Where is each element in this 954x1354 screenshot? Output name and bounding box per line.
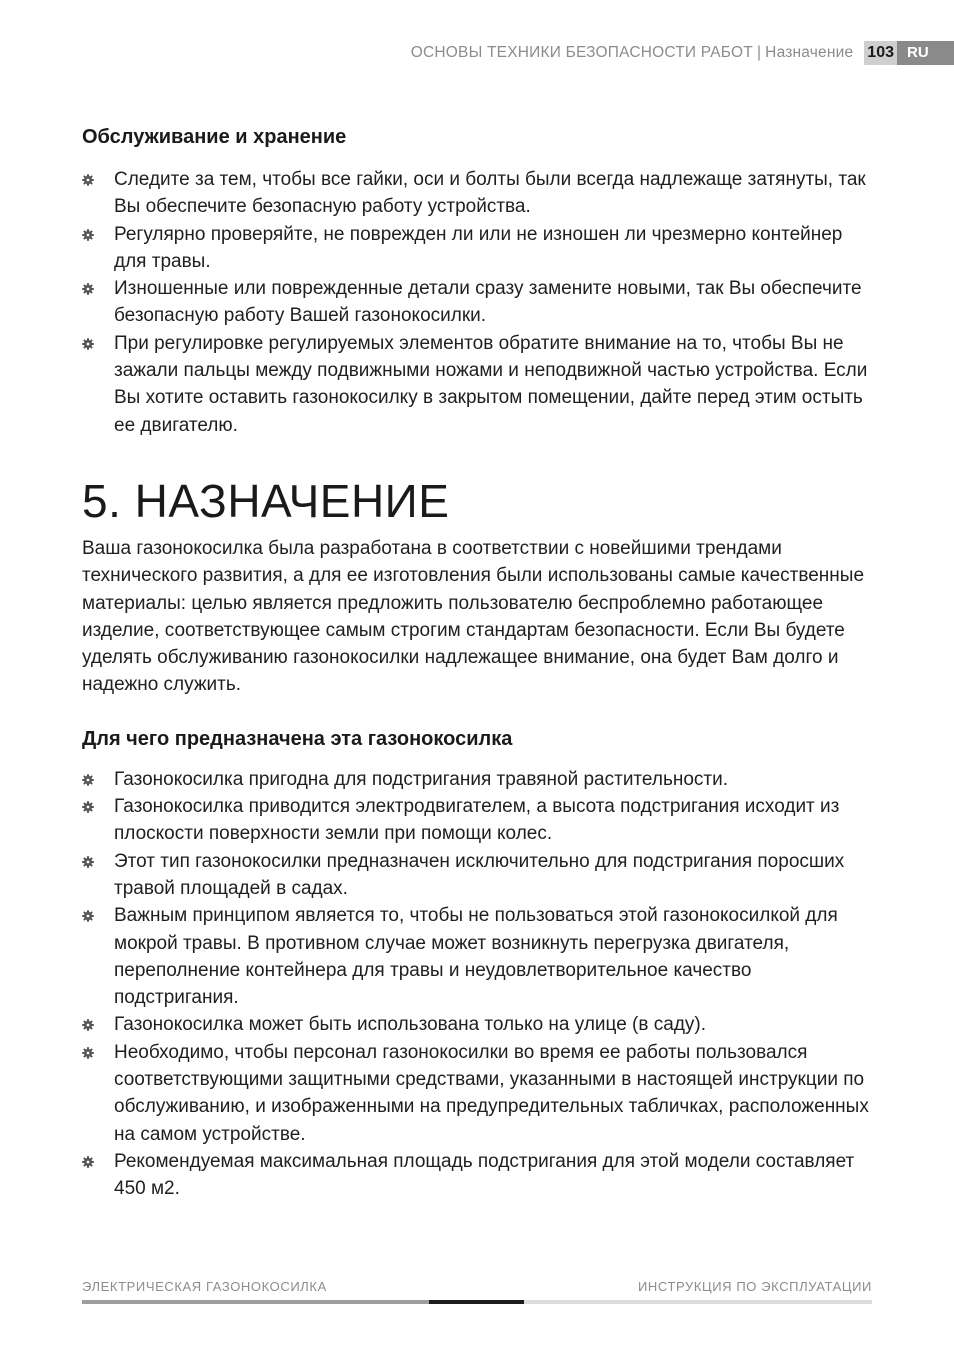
page-number: 103 xyxy=(864,41,897,65)
section-title-purpose: Для чего предназначена эта газонокосилка xyxy=(82,727,513,750)
running-header xyxy=(411,44,854,62)
list-item-text: Регулярно проверяйте, не поврежден ли или не изношен ли чрезмерно контейнер для травы. xyxy=(114,223,843,272)
page-header xyxy=(411,41,954,65)
maintenance-list xyxy=(82,166,874,439)
running-section: Назначение xyxy=(765,44,854,61)
list-item-text: Изношенные или поврежденные детали сразу замените новыми, так Вы обеспечите безопасную работу Вашей газонокосилки. xyxy=(114,278,862,327)
gear-bullet-icon xyxy=(82,338,94,350)
gear-bullet-icon xyxy=(82,1047,94,1059)
list-item xyxy=(82,1039,874,1148)
list-item-text: Этот тип газонокосилки предназначен исключительно для подстригания поросших травой площадей в садах. xyxy=(114,850,845,899)
purpose-list xyxy=(82,766,874,1203)
section-title-maintenance: Обслуживание и хранение xyxy=(82,126,347,148)
running-title: ОСНОВЫ ТЕХНИКИ БЕЗОПАСНОСТИ РАБОТ xyxy=(410,44,753,61)
list-item-text: При регулировке регулируемых элементов обратите внимание на то, чтобы Вы не зажали пальцы между подвижными ножами и неподвижной частью устройства. Если Вы хотите оставить газонокосилку в закрытом помещении, дайте перед этим остыть ее двигателю. xyxy=(114,332,868,436)
gear-bullet-icon xyxy=(82,229,94,241)
list-item-text: Важным принципом является то, чтобы не пользоваться этой газонокосилкой для мокрой травы. В противном случае может возникнуть перегрузка двигателя, переполнение контейнера для травы и неудовлетворительное качество подстригания. xyxy=(114,905,838,1009)
header-separator: | xyxy=(756,44,762,61)
list-item xyxy=(82,1011,874,1038)
list-item xyxy=(82,902,874,1011)
list-item-text: Необходимо, чтобы персонал газонокосилки во время ее работы пользовался соответствующими защитными средствами, указанными в настоящей инструкции по обслуживанию, и изображенными на предупредительных табличках, расположенных на самом устройстве. xyxy=(114,1041,869,1145)
footer-left: ЭЛЕКТРИЧЕСКАЯ ГАЗОНОКОСИЛКА xyxy=(82,1279,327,1294)
gear-bullet-icon xyxy=(82,910,94,922)
gear-bullet-icon xyxy=(82,174,94,186)
list-item-text: Газонокосилка может быть использована только на улице (в саду). xyxy=(114,1014,707,1036)
language-badge: RU xyxy=(897,41,954,65)
list-item-text: Газонокосилка пригодна для подстригания травяной растительности. xyxy=(114,768,728,790)
gear-bullet-icon xyxy=(82,801,94,813)
chapter-paragraph: Ваша газонокосилка была разработана в соответствии с новейшими трендами технического развития, а для ее изготовления были использованы самые качественные материалы: целью является предложить пользователю беспроблемно работающее изделие, соответствующее самым строгим стандартам безопасности. Если Вы будете уделять обслуживанию газонокосилки надлежащее внимание, она будет Вам долго и надежно служить. xyxy=(82,537,865,696)
list-item-text: Рекомендуемая максимальная площадь подстригания для этой модели составляет 450 м2. xyxy=(114,1150,855,1200)
list-item-text: Газонокосилка приводится электродвигателем, а высота подстригания исходит из плоскости поверхности земли при помощи колес. xyxy=(114,796,840,845)
list-item xyxy=(82,848,874,903)
footer-bar-segment-right xyxy=(524,1300,872,1304)
list-item xyxy=(82,166,874,221)
gear-bullet-icon xyxy=(82,856,94,868)
page-footer xyxy=(82,1279,872,1304)
gear-bullet-icon xyxy=(82,1156,94,1168)
footer-text-row xyxy=(82,1279,872,1294)
list-item xyxy=(82,793,874,848)
gear-bullet-icon xyxy=(82,774,94,786)
footer-bar xyxy=(82,1300,872,1304)
footer-bar-segment-left xyxy=(82,1300,429,1304)
list-item-text: Следите за тем, чтобы все гайки, оси и болты были всегда надлежаще затянуты, так Вы обеспечите безопасную работу устройства. xyxy=(114,169,866,218)
list-item xyxy=(82,1148,874,1203)
list-item xyxy=(82,330,874,439)
page-content xyxy=(82,121,874,1203)
footer-bar-segment-middle xyxy=(429,1300,524,1304)
gear-bullet-icon xyxy=(82,1019,94,1031)
list-item xyxy=(82,275,874,330)
list-item xyxy=(82,766,874,793)
chapter-title: 5. НАЗНАЧЕНИЕ xyxy=(82,474,450,527)
gear-bullet-icon xyxy=(82,283,94,295)
list-item xyxy=(82,221,874,276)
footer-right: ИНСТРУКЦИЯ ПО ЭКСПЛУАТАЦИИ xyxy=(637,1279,872,1294)
